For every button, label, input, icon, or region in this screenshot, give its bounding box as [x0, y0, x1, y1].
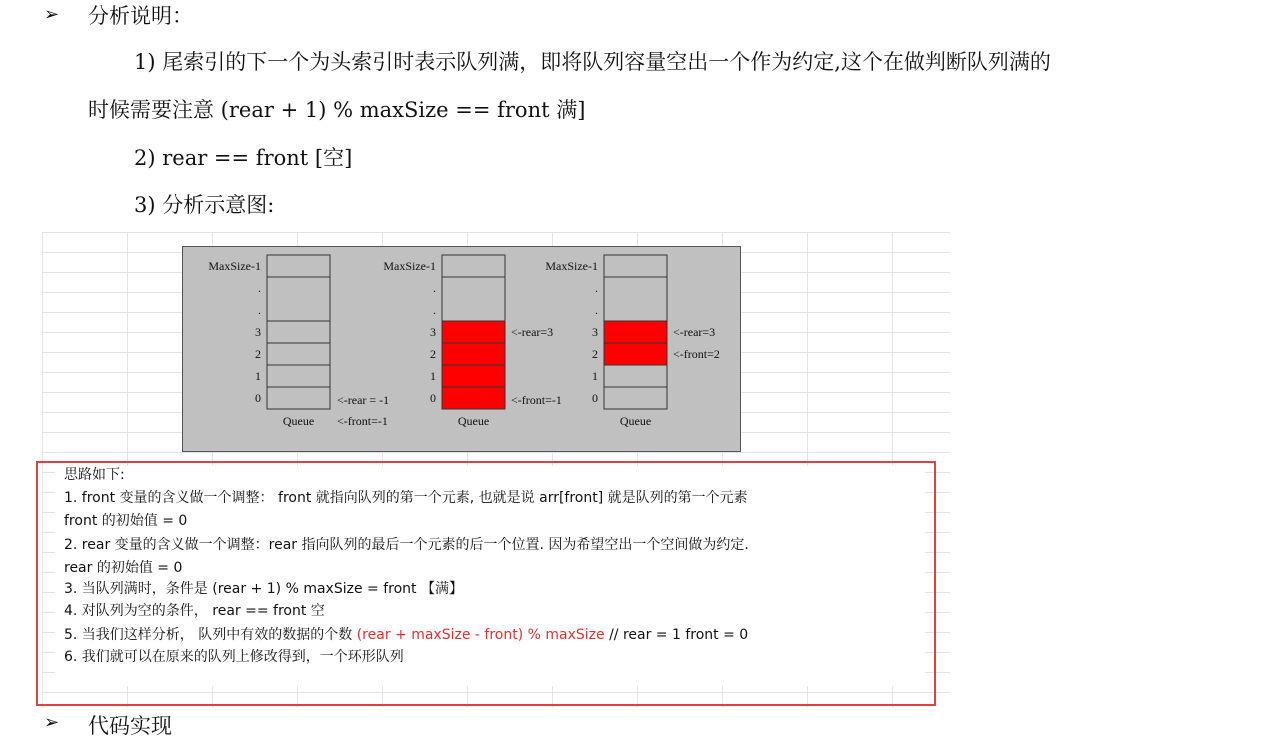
section-heading: 分析说明：	[88, 4, 193, 28]
queue-2-cell-3	[442, 321, 505, 343]
queue-1-rear-annotation: <-rear = -1	[337, 393, 390, 407]
notes-line-7-comment: // rear = 1 front = 0	[604, 627, 749, 643]
queue-2-cell-gap	[442, 277, 505, 321]
queue-2-row-label: 1	[430, 369, 436, 383]
queue-1-label: Queue	[282, 414, 315, 428]
queue-2-cell-1	[442, 365, 505, 387]
queue-2-cell-2	[442, 343, 505, 365]
queue-2-rear-annotation: <-rear=3	[511, 325, 554, 339]
queue-2-row-label: 0	[430, 391, 436, 405]
queue-1-cell-3	[267, 321, 330, 343]
queue-3-row-label: 2	[592, 347, 598, 361]
queue-3-cell-top	[604, 255, 667, 277]
queue-2-label: Queue	[457, 414, 490, 428]
queue-2-row-label: 2	[430, 347, 436, 361]
queue-3-row-label: MaxSize-1	[545, 259, 598, 273]
queue-3-row-label: 0	[592, 391, 598, 405]
point-1-line-1: 1) 尾索引的下一个为头索引时表示队列满，即将队列容量空出一个作为约定,这个在做判断队列满的	[134, 50, 1051, 74]
heading-bullet: ➢	[44, 4, 60, 25]
queue-3-label: Queue	[619, 414, 652, 428]
footer-heading: 代码实现	[88, 714, 172, 738]
queue-1-row-label: MaxSize-1	[208, 259, 261, 273]
point-1-line-2: 时候需要注意 (rear + 1) % maxSize == front 满]	[88, 98, 586, 122]
queue-3-row-label: 1	[592, 369, 598, 383]
queue-1-row-label: 2	[255, 347, 261, 361]
notes-line-3: 2. rear 变量的含义做一个调整：rear 指向队列的最后一个元素的后一个位置. 因为希望空出一个空间做为约定.	[64, 537, 749, 553]
queue-2-row-label: .	[433, 281, 436, 295]
queue-diagram	[182, 246, 741, 452]
queue-2-front-annotation: <-front=-1	[511, 393, 562, 407]
notes-line-5: 3. 当队列满时，条件是 (rear + 1) % maxSize = front 【满】	[64, 581, 463, 597]
queue-3-cell-0	[604, 387, 667, 409]
notes-line-1: 1. front 变量的含义做一个调整： front 就指向队列的第一个元素, 也就是说 arr[front] 就是队列的第一个元素	[64, 490, 748, 506]
queue-3-cell-2	[604, 343, 667, 365]
notes-line-7	[64, 626, 748, 644]
queue-1-row-label: .	[258, 303, 261, 317]
queue-2-row-label: MaxSize-1	[383, 259, 436, 273]
queue-3-cell-3	[604, 321, 667, 343]
notes-line-8: 6. 我们就可以在原来的队列上修改得到，一个环形队列	[64, 649, 404, 665]
queue-3-front-annotation: <-front=2	[673, 347, 720, 361]
footer-bullet: ➢	[44, 712, 60, 733]
queue-1-cell-gap	[267, 277, 330, 321]
queue-3-row-label: .	[595, 281, 598, 295]
queue-1-cell-0	[267, 387, 330, 409]
queue-1-row-label: 0	[255, 391, 261, 405]
notes-line-7-text: 5. 当我们这样分析， 队列中有效的数据的个数	[64, 627, 357, 643]
notes-line-7-formula: (rear + maxSize - front) % maxSize	[356, 627, 605, 643]
queue-2-cell-top	[442, 255, 505, 277]
queue-3-row-label: .	[595, 303, 598, 317]
queue-2-cell-0	[442, 387, 505, 409]
queue-1-row-label: 1	[255, 369, 261, 383]
point-2: 2) rear == front [空]	[134, 146, 353, 170]
notes-line-4: rear 的初始值 = 0	[64, 560, 183, 576]
queue-1-cell-2	[267, 343, 330, 365]
queue-1-row-label: .	[258, 281, 261, 295]
notes-line-6: 4. 对队列为空的条件， rear == front 空	[64, 603, 325, 619]
queue-1-cell-top	[267, 255, 330, 277]
queue-2-row-label: 3	[430, 325, 436, 339]
point-3: 3) 分析示意图:	[134, 193, 275, 217]
queue-3-cell-1	[604, 365, 667, 387]
queue-1-cell-1	[267, 365, 330, 387]
queue-1-front-annotation: <-front=-1	[337, 414, 388, 428]
queue-3-cell-gap	[604, 277, 667, 321]
notes-title: 思路如下:	[64, 467, 125, 483]
queue-1-row-label: 3	[255, 325, 261, 339]
notes-line-2: front 的初始值 = 0	[64, 513, 188, 529]
queue-diagram-svg	[183, 247, 742, 453]
queue-3-rear-annotation: <-rear=3	[673, 325, 716, 339]
queue-2-row-label: .	[433, 303, 436, 317]
queue-3-row-label: 3	[592, 325, 598, 339]
